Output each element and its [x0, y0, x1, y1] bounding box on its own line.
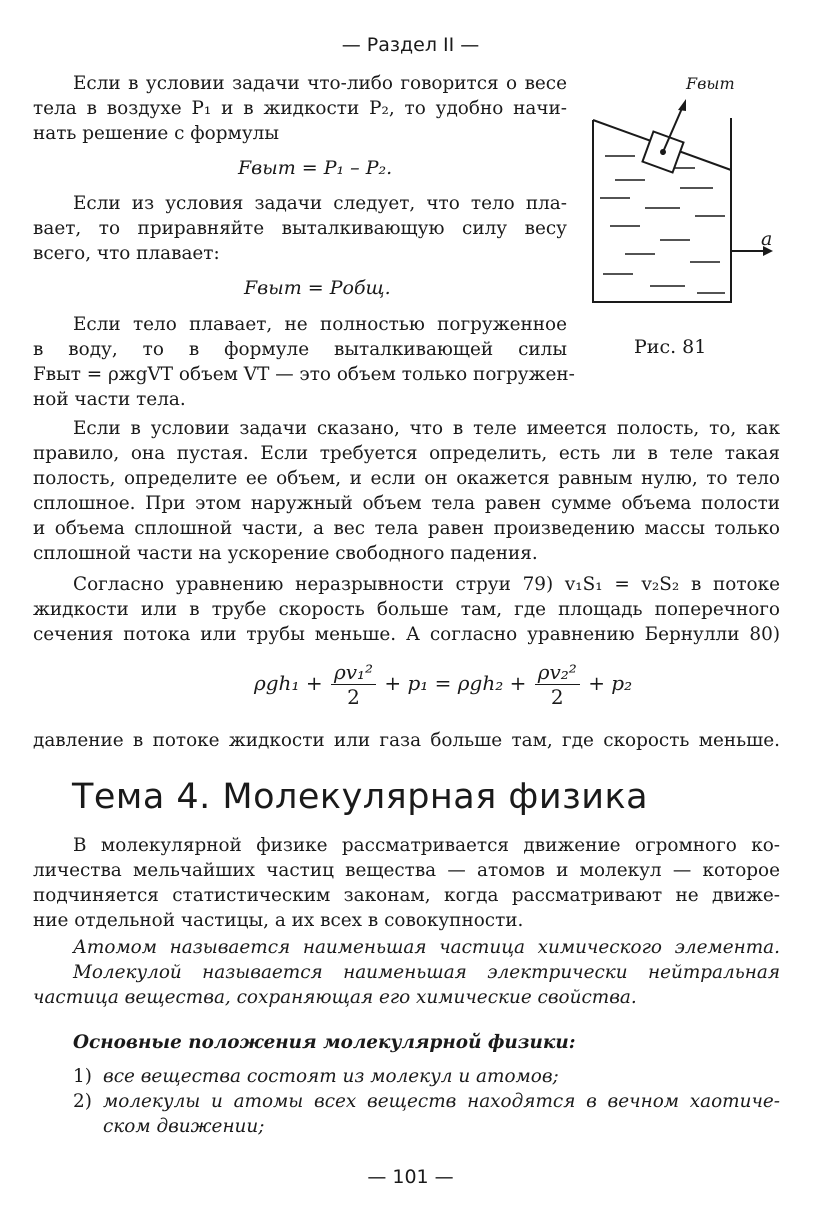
paragraph-continuity-cont [33, 597, 780, 647]
text-line: Если в условии задачи сказано, что в теле имеется полость, то, как [73, 418, 780, 439]
formula-buoyant-total-weight: Fвыт = Pобщ. [244, 277, 391, 299]
fraction-numerator: ρv₂² [535, 660, 580, 685]
text-line: полость, определите ее объем, и если он окажется равным нулю, то тело [33, 468, 780, 489]
paragraph-partial-submersion-cont [33, 337, 575, 412]
paragraph-cavity-cont [33, 441, 780, 566]
text-line: сплошное. При этом наружный объем тела равен сумме объема полости [33, 493, 780, 514]
text-line: сплошной части на ускорение свободного падения. [33, 543, 538, 564]
paragraph-cavity [73, 416, 780, 441]
principles-heading [73, 1030, 576, 1055]
topic-title: Тема 4. Молекулярная физика [72, 777, 649, 817]
definition-molecule-cont [33, 985, 780, 1010]
text-line: Согласно уравнению неразрывности струи 79) v₁S₁ = v₂S₂ в потоке [73, 574, 780, 595]
bernoulli-middle: + p₁ = ρgh₂ + [384, 671, 527, 695]
fraction-denominator: 2 [347, 685, 360, 709]
text-line: правило, она пустая. Если требуется определить, есть ли в теле такая [33, 443, 780, 464]
paragraph-molecular-intro-cont [33, 858, 780, 933]
fraction-denominator: 2 [550, 685, 564, 709]
text-line: всего, что плавает: [33, 243, 220, 264]
text-line: ском движении; [103, 1116, 265, 1137]
buoyant-force-arrowhead [678, 99, 686, 111]
text-line: в воду, то в формуле выталкивающей силы [33, 339, 567, 360]
text-line: Основные положения молекулярной физики: [73, 1032, 576, 1053]
acceleration-label: a [761, 228, 773, 250]
text-line: частица вещества, сохраняющая его химические свойства. [33, 987, 637, 1008]
formula-bernoulli [254, 660, 632, 709]
text-line: личества мельчайших частиц вещества — атомов и молекул — которое [33, 860, 780, 881]
principle-number: 2) [73, 1091, 92, 1112]
force-label: Fвыт [686, 74, 735, 93]
text-line: Если тело плавает, не полностью погруженное [73, 314, 567, 335]
paragraph-molecular-intro [73, 833, 780, 858]
paragraph-partial-submersion [73, 312, 567, 337]
definition-molecule [73, 960, 780, 985]
bernoulli-right: + p₂ [588, 671, 633, 695]
running-header: — Раздел II — [341, 34, 480, 56]
principle-item [103, 1089, 780, 1139]
text-line: Молекулой называется наименьшая электрически нейтральная [73, 962, 780, 983]
paragraph-floating [73, 191, 567, 216]
text-line: тела в воздухе P₁ и в жидкости P₂, то удобно начи- [33, 98, 567, 119]
text-line: Fвыт = ρжgVТ объем VТ — это объем только погружен- [33, 364, 575, 385]
principle-number: 1) [73, 1066, 92, 1087]
text-line: Если из условия задачи следует, что тело пла- [73, 193, 567, 214]
text-line: В молекулярной физике рассматривается движение огромного ко- [73, 835, 780, 856]
paragraph-weight-in-air [73, 71, 567, 96]
figure-caption: Рис. 81 [634, 336, 707, 358]
text-line: все вещества состоят из молекул и атомов; [103, 1066, 559, 1087]
text-line: вает, то приравняйте выталкивающую силу весу [33, 218, 567, 239]
formula-buoyant-difference: Fвыт = P₁ – P₂. [238, 157, 393, 179]
principle-item [103, 1064, 780, 1089]
text-line: подчиняется статистическим законам, когда рассматривают не движе- [33, 885, 780, 906]
paragraph-pressure [33, 728, 780, 753]
text-line: жидкости или в трубе скорость больше там, где площадь поперечного [33, 599, 780, 620]
fraction-numerator: ρv₁² [331, 660, 376, 685]
text-line: и объема сплошной части, а вес тела равен произведению массы только [33, 518, 780, 539]
paragraph-weight-cont [33, 96, 567, 146]
bernoulli-left: ρgh₁ + [254, 671, 323, 695]
text-line: молекулы и атомы всех веществ находятся в вечном хаотиче- [103, 1091, 780, 1112]
paragraph-floating-cont [33, 216, 567, 266]
text-line: Если в условии задачи что-либо говорится о весе [73, 73, 567, 94]
text-line: давление в потоке жидкости или газа больше там, где скорость меньше. [33, 730, 780, 751]
water-hatching [600, 156, 725, 293]
text-line: ние отдельной частицы, а их всех в совокупности. [33, 910, 524, 931]
bernoulli-fraction-1 [331, 660, 376, 709]
figure-81-vessel [585, 68, 785, 308]
definition-atom [73, 935, 780, 960]
page-number: — 101 — [367, 1166, 454, 1188]
text-line: нать решение с формулы [33, 123, 279, 144]
text-line: Атомом называется наименьшая частица химического элемента. [73, 937, 780, 958]
paragraph-continuity [73, 572, 780, 597]
text-line: ной части тела. [33, 389, 186, 410]
text-line: сечения потока или трубы меньше. А согласно уравнению Бернулли 80) [33, 624, 780, 645]
bernoulli-fraction-2 [535, 660, 580, 709]
